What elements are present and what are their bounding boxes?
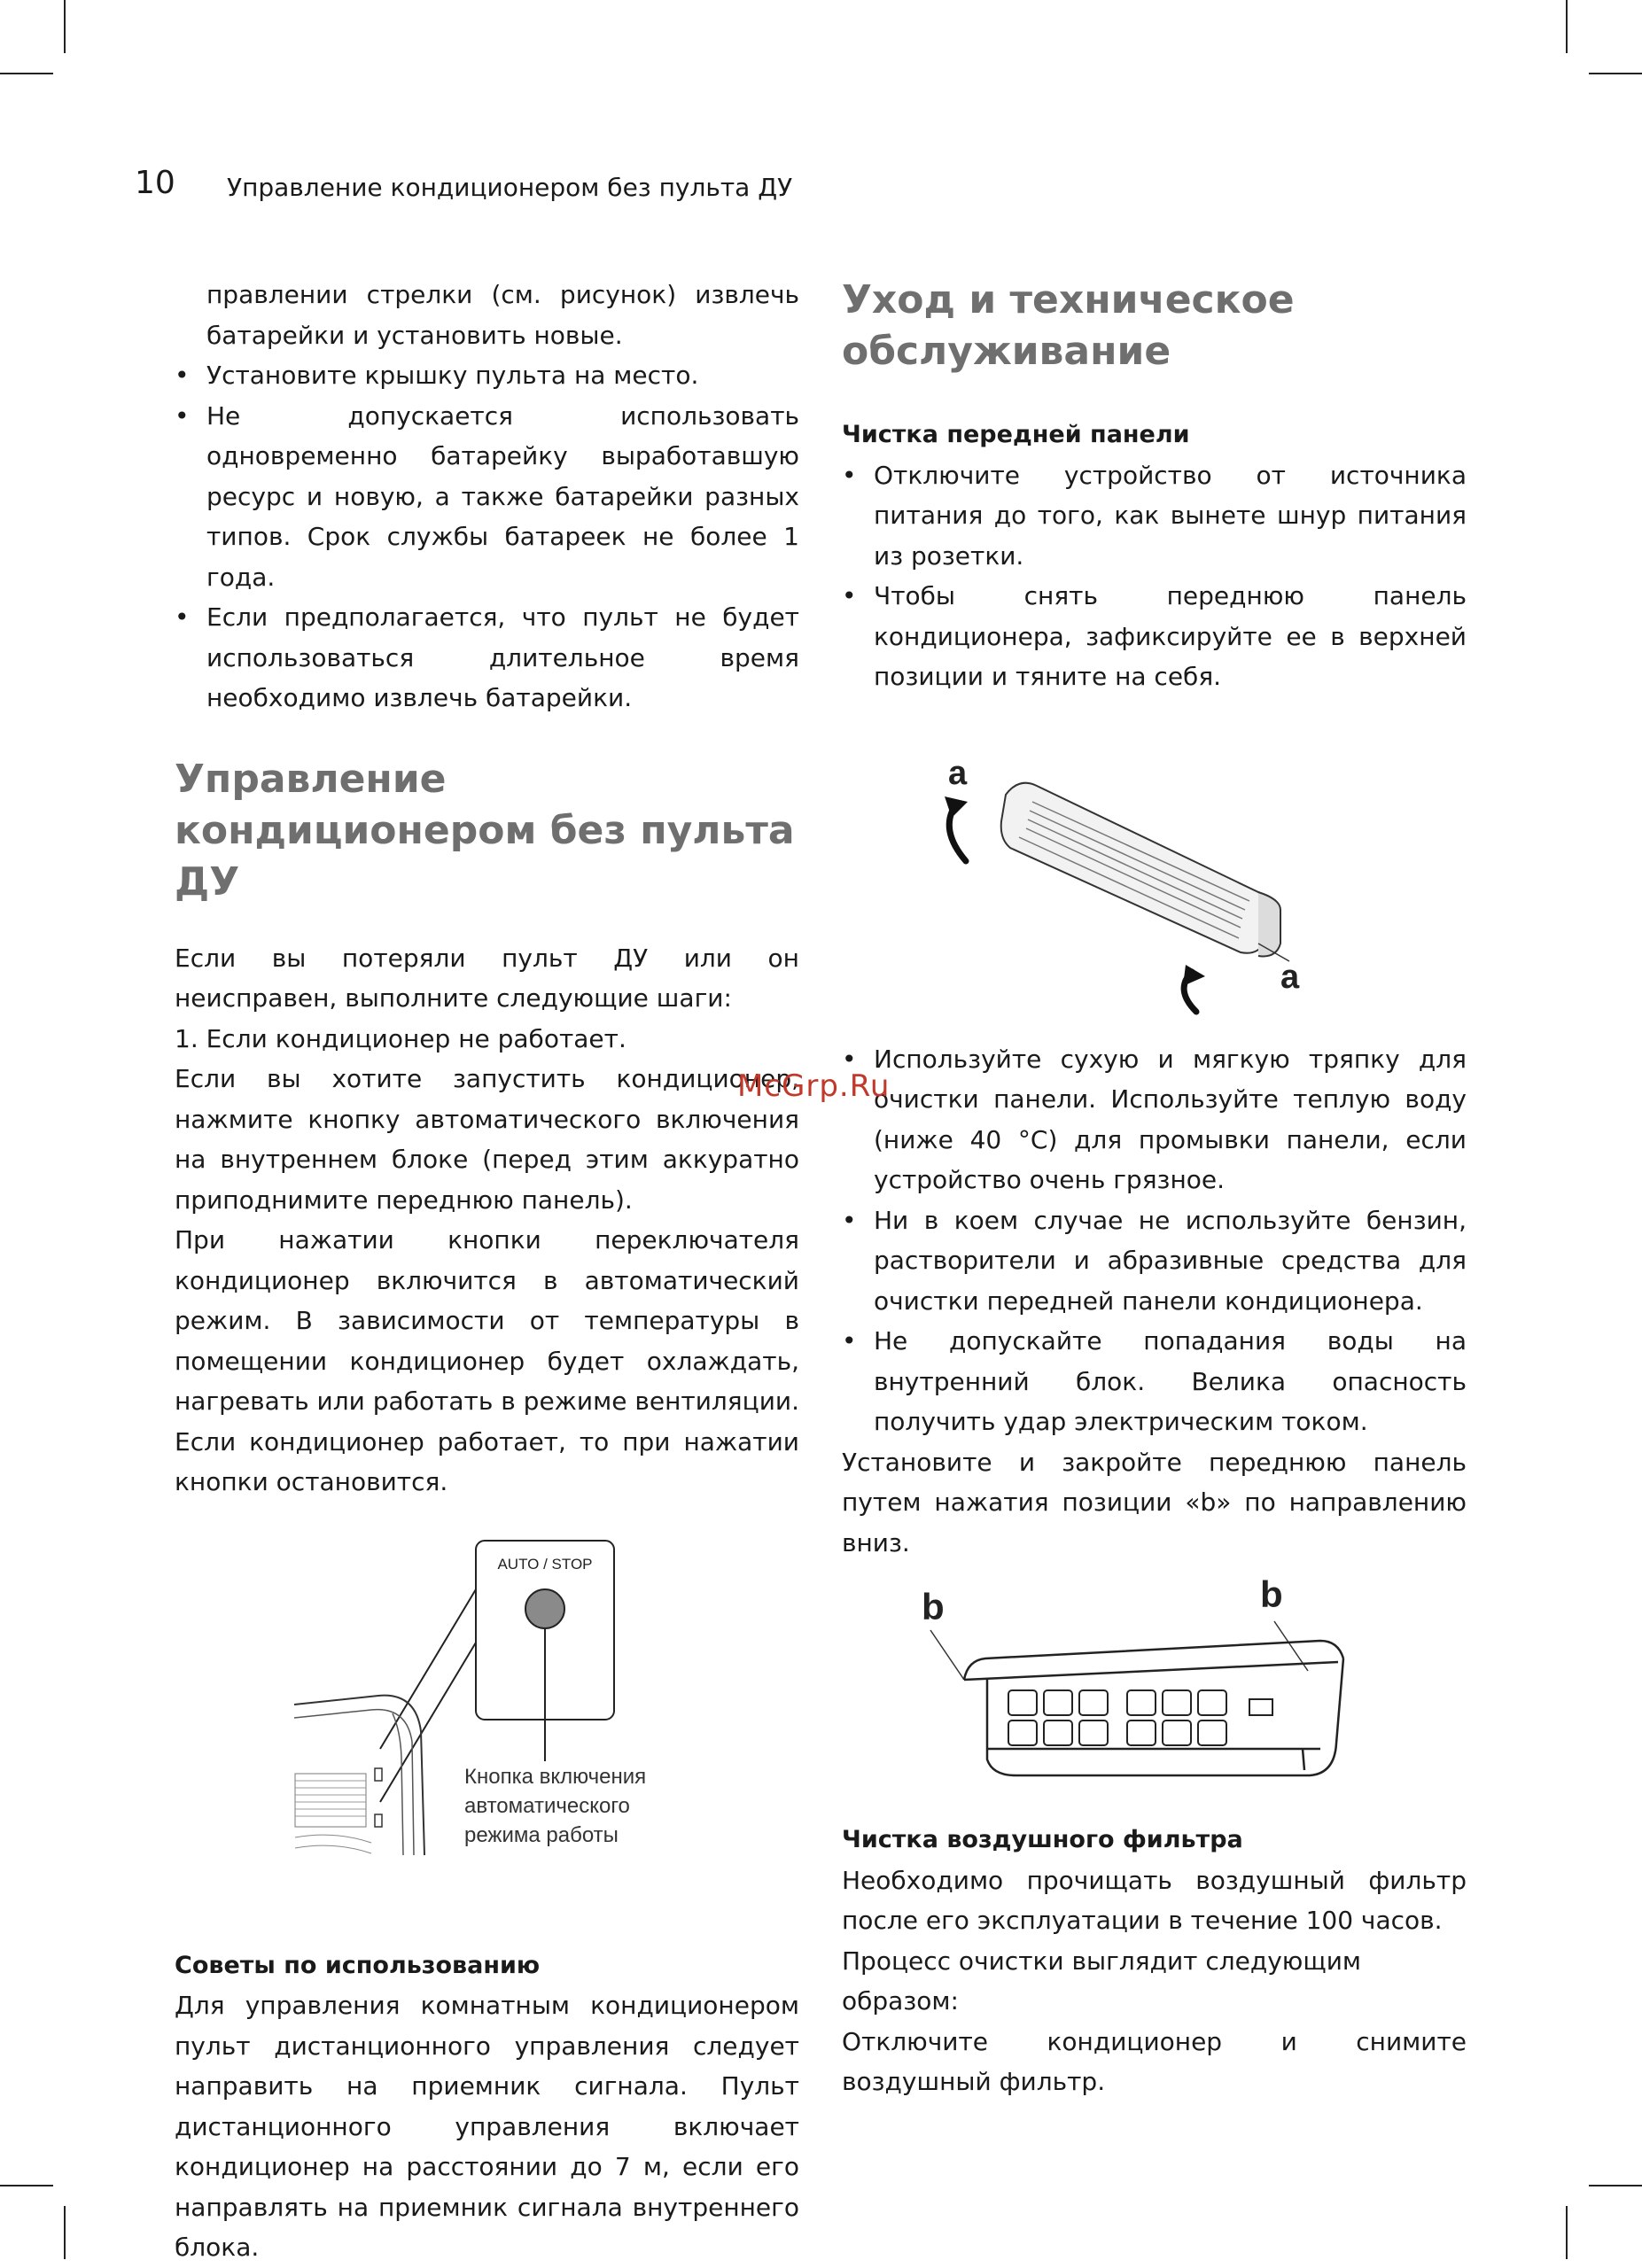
crop-mark bbox=[1589, 73, 1642, 74]
paragraph: Если вы потеряли пульт ДУ или он неисправен, выполните следующие шаги: bbox=[175, 943, 799, 1013]
panel-removal-figure bbox=[842, 724, 1467, 1025]
front-panel-bullets bbox=[842, 455, 1467, 697]
paragraph: Необходимо прочищать воздушный фильтр после его эксплуатации в течение 100 часов. bbox=[842, 1865, 1467, 1935]
crop-mark bbox=[0, 73, 53, 74]
section-heading-no-remote: Управление кондиционером без пульта ДУ bbox=[175, 756, 795, 905]
list-item: • Чтобы снять переднюю панель кондиционера, зафиксируйте ее в верхней позиции и тяните на себя. bbox=[842, 576, 1467, 697]
battery-bullets bbox=[175, 355, 799, 718]
list-item: • Используйте сухую и мягкую тряпку для очистки панели. Используйте теплую воду (ниже 40 °С) для промывки панели, если устройство очень грязное. bbox=[842, 1039, 1467, 1200]
panel-closing-figure bbox=[842, 1566, 1467, 1797]
paragraph: Если вы хотите запустить кондиционер, нажмите кнопку автоматического включения на внутреннем блоке (перед этим аккуратно приподнимите переднюю панель). bbox=[175, 1064, 799, 1215]
list-item: • Если предполагается, что пульт не будет использоваться длительное время необходимо извлечь батарейки. bbox=[175, 597, 799, 718]
figure-caption: автоматического bbox=[464, 1793, 630, 1818]
right-column bbox=[842, 275, 1467, 2102]
tips-heading: Советы по использованию bbox=[175, 1951, 541, 1979]
auto-stop-button-icon bbox=[525, 1589, 564, 1628]
label-a: a bbox=[948, 754, 968, 792]
left-column bbox=[175, 275, 799, 2268]
list-item: • Отключите устройство от источника питания до того, как вынете шнур питания из розетки. bbox=[842, 455, 1467, 577]
page-number: 10 bbox=[135, 165, 175, 201]
paragraph: 1. Если кондиционер не работает. bbox=[175, 1023, 626, 1053]
watermark: McGrp.Ru bbox=[737, 1068, 891, 1104]
crop-mark bbox=[64, 2206, 66, 2259]
paragraph: При нажатии кнопки переключателя кондиционер включится в автоматический режим. В зависимости от температуры в помещении кондиционер будет охлаждать, нагревать или работать в режиме вентиляции. Если кондиционер работает, то при нажатии кнопки остановится. bbox=[175, 1225, 799, 1496]
no-remote-text bbox=[175, 938, 799, 1503]
figure-caption: режима работы bbox=[464, 1822, 619, 1847]
list-item: • Установите крышку пульта на место. bbox=[175, 355, 799, 396]
reinstall-paragraph: Установите и закройте переднюю панель путем нажатия позиции «b» по направлению вниз. bbox=[842, 1447, 1467, 1557]
filter-heading: Чистка воздушного фильтра bbox=[842, 1826, 1243, 1853]
auto-stop-figure bbox=[175, 1536, 799, 1899]
crop-mark bbox=[64, 0, 66, 53]
cleaning-bullets bbox=[842, 1039, 1467, 1442]
intro-continuation: правлении стрелки (см. рисунок) извлечь батарейки и установить новые. bbox=[206, 280, 799, 350]
crop-mark bbox=[0, 2185, 53, 2186]
label-a: a bbox=[1280, 958, 1300, 996]
front-panel-heading: Чистка передней панели bbox=[842, 421, 1190, 448]
list-item: • Не допускается использовать одновременно батарейку выработавшую ресурс и новую, а также батарейки разных типов. Срок службы батареек не более 1 года. bbox=[175, 396, 799, 598]
label-b: b bbox=[922, 1586, 945, 1627]
paragraph: Отключите кондиционер и снимите воздушный фильтр. bbox=[842, 2026, 1467, 2096]
crop-mark bbox=[1589, 2185, 1642, 2186]
auto-stop-label: AUTO / STOP bbox=[497, 1555, 593, 1573]
label-b: b bbox=[1260, 1573, 1283, 1615]
paragraph: Процесс очистки выглядит следующим образом: bbox=[842, 1946, 1362, 2016]
crop-mark bbox=[1566, 0, 1568, 53]
section-heading-maintenance: Уход и техническое обслуживание bbox=[842, 277, 1295, 374]
running-header: Управление кондиционером без пульта ДУ bbox=[227, 173, 793, 202]
crop-mark bbox=[1566, 2206, 1568, 2259]
list-item: • Не допускайте попадания воды на внутренний блок. Велика опасность получить удар электрическим током. bbox=[842, 1321, 1467, 1442]
figure-caption: Кнопка включения bbox=[464, 1764, 647, 1789]
list-item: • Ни в коем случае не используйте бензин, растворители и абразивные средства для очистки передней панели кондиционера. bbox=[842, 1200, 1467, 1322]
tips-paragraph: Для управления комнатным кондиционером пульт дистанционного управления следует направить на приемник сигнала. Пульт дистанционного управления включает кондиционер на расстоянии до 7 м, если его направлять на приемник сигнала внутреннего блока. bbox=[175, 1991, 799, 2262]
